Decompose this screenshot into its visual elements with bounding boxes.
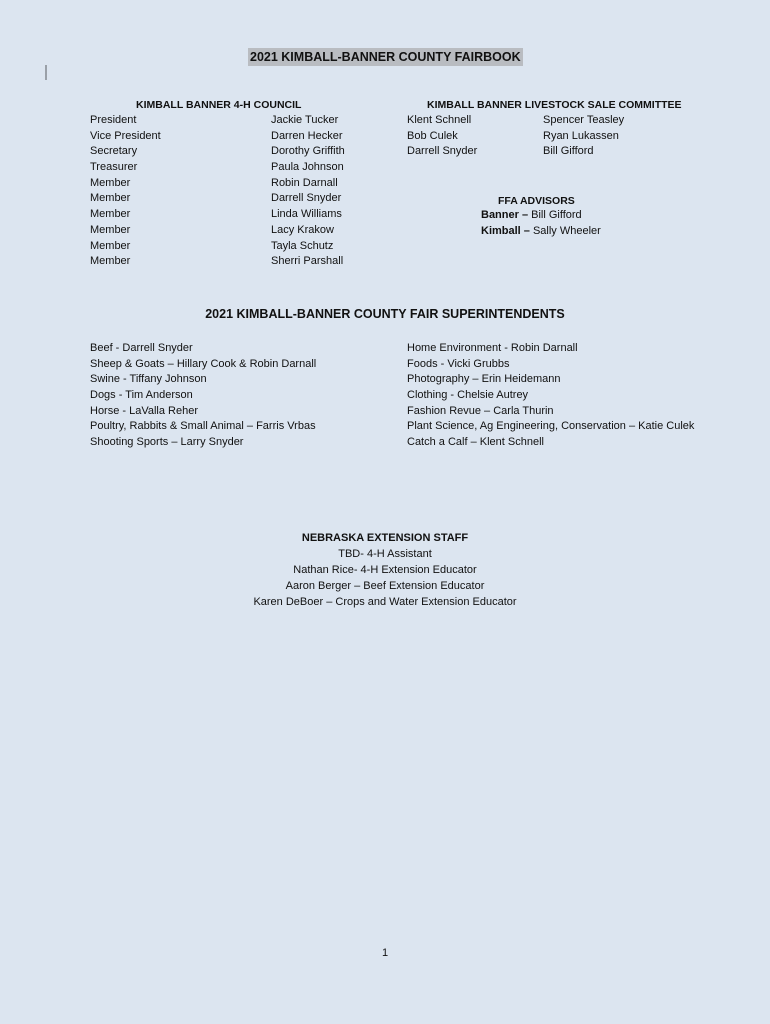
list-item: Beef - Darrell Snyder	[90, 342, 193, 354]
page-title: 2021 KIMBALL-BANNER COUNTY FAIRBOOK	[250, 50, 521, 64]
list-item: Member	[90, 255, 131, 268]
ffa-name: Sally Wheeler	[529, 225, 601, 237]
livestock-col2-list	[543, 113, 624, 160]
ffa-row-banner	[481, 208, 582, 224]
list-item: Shooting Sports – Larry Snyder	[90, 436, 244, 449]
list-item: Sheep & Goats – Hillary Cook & Robin Darnall	[90, 357, 317, 370]
list-item: Plant Science, Ag Engineering, Conservation – Katie Culek	[407, 420, 695, 433]
text-cursor	[45, 65, 47, 80]
list-item: Jackie Tucker	[271, 114, 339, 126]
list-item: TBD- 4-H Assistant	[338, 548, 432, 560]
list-item: Dorothy Griffith	[271, 145, 345, 158]
extension-heading: NEBRASKA EXTENSION STAFF	[301, 532, 469, 544]
list-item: Fashion Revue – Carla Thurin	[407, 404, 554, 417]
ffa-heading: FFA ADVISORS	[498, 195, 575, 207]
list-item: Klent Schnell	[407, 114, 472, 126]
list-item: Member	[90, 223, 131, 236]
list-item: Member	[90, 176, 131, 189]
council-heading: KIMBALL BANNER 4-H COUNCIL	[136, 99, 302, 111]
list-item: Paula Johnson	[271, 161, 344, 174]
list-item: Treasurer	[90, 161, 138, 174]
list-item: Vice President	[90, 129, 161, 142]
list-item: Catch a Calf – Klent Schnell	[407, 436, 544, 449]
list-item: Darren Hecker	[271, 129, 343, 142]
ffa-label: Banner –	[481, 209, 529, 221]
superintendents-right-list	[407, 341, 694, 451]
superintendents-left-list	[90, 341, 316, 451]
ffa-label: Kimball –	[481, 225, 530, 237]
list-item: Darrell Snyder	[271, 192, 342, 205]
livestock-heading: KIMBALL BANNER LIVESTOCK SALE COMMITTEE	[427, 99, 682, 111]
council-roles-list	[90, 113, 161, 270]
list-item: Bob Culek	[407, 129, 458, 142]
list-item: Karen DeBoer – Crops and Water Extension Educator	[253, 596, 517, 608]
page-number: 1	[381, 947, 389, 959]
list-item: Darrell Snyder	[407, 145, 478, 158]
list-item: Dogs - Tim Anderson	[90, 389, 193, 402]
list-item: Swine - Tiffany Johnson	[90, 373, 207, 386]
list-item: Aaron Berger – Beef Extension Educator	[285, 580, 485, 592]
livestock-col1-list	[407, 113, 477, 160]
list-item: Poultry, Rabbits & Small Animal – Farris Vrbas	[90, 420, 316, 433]
list-item: Nathan Rice- 4-H Extension Educator	[293, 564, 477, 576]
list-item: Spencer Teasley	[543, 114, 625, 126]
list-item: Bill Gifford	[543, 145, 594, 158]
list-item: Photography – Erin Heidemann	[407, 373, 561, 386]
list-item: Robin Darnall	[271, 176, 338, 189]
list-item: Foods - Vicki Grubbs	[407, 357, 510, 370]
list-item: Member	[90, 192, 131, 205]
list-item: Clothing - Chelsie Autrey	[407, 389, 529, 402]
list-item: Ryan Lukassen	[543, 129, 619, 142]
list-item: Home Environment - Robin Darnall	[407, 342, 578, 354]
list-item: Secretary	[90, 145, 138, 158]
list-item: Linda Williams	[271, 208, 342, 221]
ffa-row-kimball	[481, 224, 601, 240]
ffa-name: Bill Gifford	[528, 209, 582, 221]
list-item: Horse - LaValla Reher	[90, 404, 199, 417]
list-item: Sherri Parshall	[271, 255, 344, 268]
extension-staff-block	[0, 530, 770, 610]
council-names-list	[271, 113, 345, 270]
list-item: President	[90, 114, 137, 126]
list-item: Lacy Krakow	[271, 223, 334, 236]
list-item: Member	[90, 239, 131, 252]
list-item: Tayla Schutz	[271, 239, 334, 252]
list-item: Member	[90, 208, 131, 221]
superintendents-heading: 2021 KIMBALL-BANNER COUNTY FAIR SUPERINTENDENTS	[205, 307, 565, 321]
